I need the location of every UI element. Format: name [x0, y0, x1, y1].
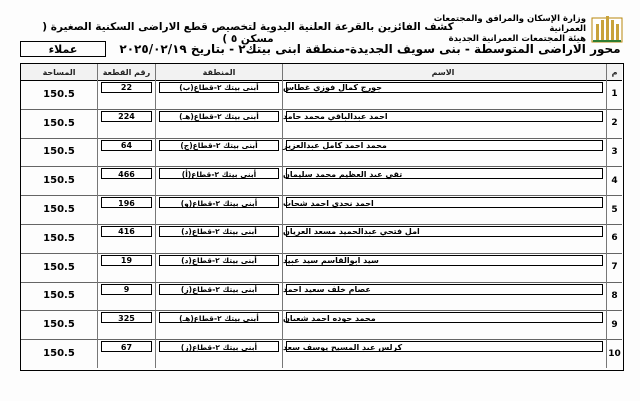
- area-text: أبنى بيتك ٢-قطاع(ز): [180, 284, 258, 294]
- column-header-size: المساحة: [42, 67, 76, 77]
- plot-cell: [97, 166, 155, 195]
- main-title: محور الاراضى المتوسطة - بنى سويف الجديدة-منطقة ابنى بيتك٢ - بتاريخ ٢٠٢٥/٠٢/١٩: [119, 42, 621, 56]
- area-text: أبنى بيتك ٢-قطاع(ز): [180, 342, 258, 352]
- winner-name-text: امل فتحي عبدالحميد مسعد العريان: [283, 227, 420, 237]
- area-cell: [155, 109, 282, 138]
- winner-name-text: سيد ابوالقاسم سيد عبيد: [283, 256, 379, 266]
- winner-name-text: احمد عبدالباقي محمد حامد: [283, 112, 388, 122]
- table-row: [21, 310, 622, 340]
- area-cell: [155, 253, 282, 282]
- winner-name: [282, 109, 606, 138]
- size-cell: 150.5: [43, 175, 75, 187]
- row-number: 8: [606, 282, 622, 311]
- row-number: 2: [606, 109, 622, 138]
- size-cell: 150.5: [43, 232, 75, 244]
- area-cell: [155, 138, 282, 167]
- table-row: [21, 253, 622, 283]
- size-cell: 150.5: [43, 348, 75, 360]
- area-cell: [155, 310, 282, 339]
- plot-text: 196: [118, 198, 135, 208]
- winner-name: [282, 282, 606, 311]
- area-cell: [155, 195, 282, 224]
- plot-cell: [97, 224, 155, 253]
- winner-name: [282, 253, 606, 282]
- category-badge: عملاء: [20, 41, 106, 57]
- area-text: أبنى بيتك ٢-قطاع(و): [180, 198, 258, 208]
- plot-text: 466: [118, 169, 135, 179]
- area-text: أبنى بيتك ٢-قطاع(أ): [181, 169, 257, 179]
- list-title: كشف الفائزين بالقرعة العلنية اليدوية لتخصيص قطع الاراضى السكنية الصغيرة ( مسكن ٥ ): [42, 21, 454, 45]
- table-row: [21, 339, 622, 368]
- plot-cell: [97, 253, 155, 282]
- column-header-name: الاسم: [282, 64, 606, 80]
- plot-text: 416: [118, 227, 135, 237]
- winner-name-text: محمد احمد كامل عبدالعزيز: [283, 140, 387, 150]
- plot-text: 19: [120, 256, 133, 266]
- area-text: أبنى بيتك ٢-قطاع(هـ): [179, 112, 259, 122]
- table-row: [21, 80, 622, 110]
- plot-cell: [97, 339, 155, 368]
- size-cell: 150.5: [43, 117, 75, 129]
- area-text: أبنى بيتك ٢-قطاع(ج): [180, 140, 258, 150]
- area-cell: [155, 224, 282, 253]
- winner-name: [282, 310, 606, 339]
- plot-text: 67: [120, 342, 133, 352]
- winner-name: [282, 224, 606, 253]
- plot-cell: [97, 310, 155, 339]
- row-number: 7: [606, 253, 622, 282]
- area-text: أبنى بيتك ٢-قطاع(هـ): [179, 313, 259, 323]
- winner-name: [282, 195, 606, 224]
- plot-text: 325: [118, 313, 135, 323]
- winners-table: [20, 63, 624, 371]
- winner-name-text: عصام خلف سعيد احمد: [283, 284, 371, 294]
- area-cell: [155, 166, 282, 195]
- area-cell: [155, 339, 282, 368]
- winner-name: [282, 138, 606, 167]
- table-row: [21, 282, 622, 312]
- size-cell: 150.5: [43, 204, 75, 216]
- winner-name: [282, 80, 606, 109]
- column-header-area: المنطقة: [155, 64, 282, 80]
- plot-text: 9: [123, 284, 130, 294]
- area-text: أبنى بيتك ٢-قطاع(د): [181, 256, 257, 266]
- winner-name-text: محمد جوده احمد شعبان: [283, 313, 376, 323]
- title-bar: [20, 38, 624, 60]
- plot-cell: [97, 282, 155, 311]
- row-number: 4: [606, 166, 622, 195]
- table-row: [21, 109, 622, 139]
- area-text: أبنى بيتك ٢-قطاع(ب): [179, 83, 259, 93]
- area-cell: [155, 282, 282, 311]
- plot-text: 224: [118, 112, 135, 122]
- area-cell: [155, 80, 282, 109]
- plot-cell: [97, 195, 155, 224]
- column-header-plot: رقم القطعة: [97, 64, 155, 80]
- plot-text: 64: [120, 140, 133, 150]
- table-header-row: [21, 64, 622, 81]
- size-cell: 150.5: [43, 261, 75, 273]
- winner-name-text: تقي عبد العظيم محمد سليمان: [283, 169, 403, 179]
- column-header-num: م: [606, 64, 622, 80]
- winner-name-text: احمد نجدي احمد شحات: [283, 198, 374, 208]
- size-cell: 150.5: [43, 290, 75, 302]
- winner-name: [282, 339, 606, 368]
- row-number: 9: [606, 310, 622, 339]
- size-cell: 150.5: [43, 88, 75, 100]
- table-row: [21, 166, 622, 196]
- row-number: 10: [606, 339, 622, 368]
- size-cell: 150.5: [43, 146, 75, 158]
- table-row: [21, 195, 622, 225]
- table-row: [21, 138, 622, 168]
- plot-cell: [97, 138, 155, 167]
- size-cell: 150.5: [43, 319, 75, 331]
- table-row: [21, 224, 622, 254]
- ministry-line: وزارة الإسكان والمرافق والمجتمعات العمرانية: [433, 14, 586, 34]
- row-number: 5: [606, 195, 622, 224]
- area-text: أبنى بيتك ٢-قطاع(د): [181, 227, 257, 237]
- row-number: 6: [606, 224, 622, 253]
- authority-line: هيئة المجتمعات العمرانية الجديدة: [448, 34, 586, 44]
- plot-text: 22: [120, 83, 133, 93]
- winner-name: [282, 166, 606, 195]
- row-number: 1: [606, 80, 622, 109]
- row-number: 3: [606, 138, 622, 167]
- plot-cell: [97, 80, 155, 109]
- plot-cell: [97, 109, 155, 138]
- winner-name-text: جورج كمال فوزي غطاس: [283, 83, 382, 93]
- winner-name-text: كرلس عبد المسيح يوسف سعد: [283, 342, 403, 352]
